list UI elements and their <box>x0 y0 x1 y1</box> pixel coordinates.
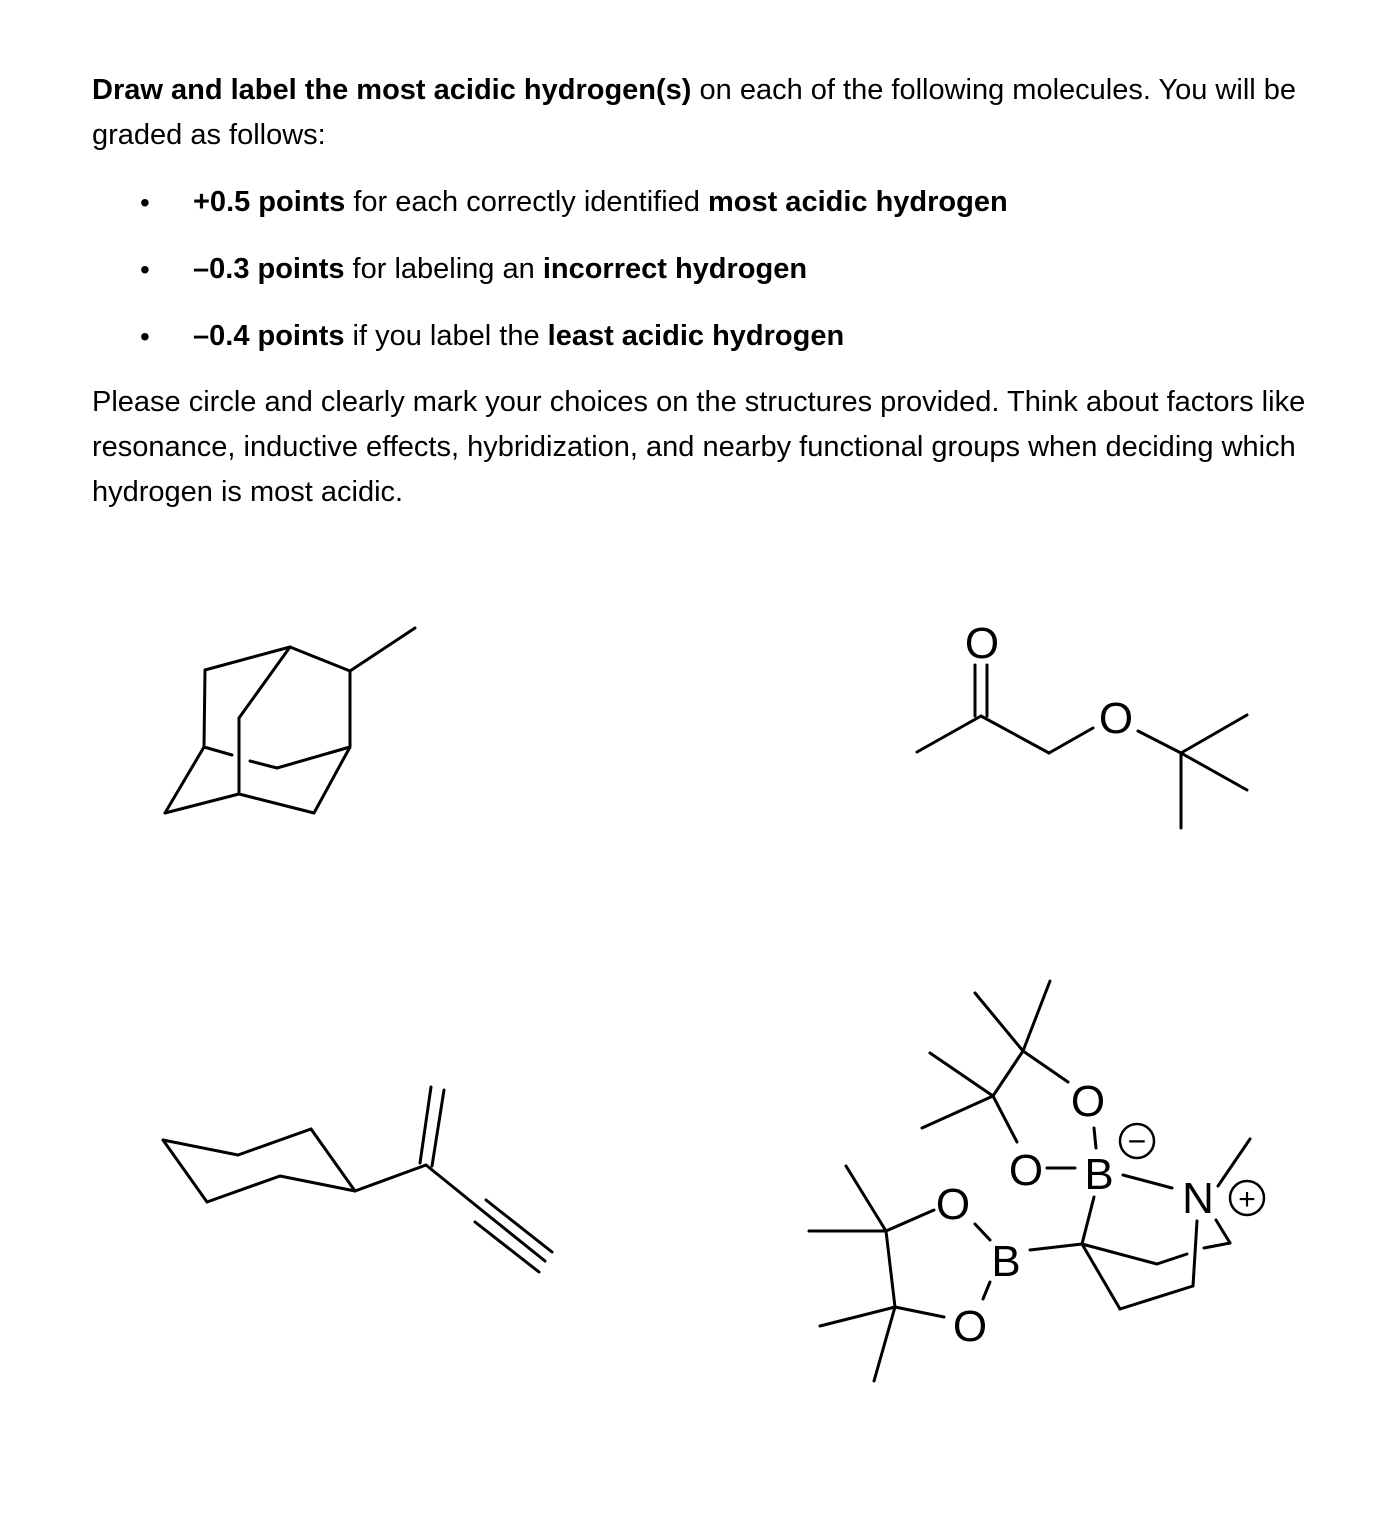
positive-charge-sign: + <box>1238 1183 1256 1216</box>
ammonium-nitrogen-label: N <box>1182 1174 1214 1223</box>
carbonyl-oxygen-label: O <box>964 619 1000 668</box>
negative-charge-sign: − <box>1127 1123 1147 1159</box>
instructions-outro: Please circle and clearly mark your choices on the structures provided. Think about factors like resonance, inductive effects, hybridization, and nearby functional groups when deciding which hydrogen is most acidic. <box>92 386 1306 508</box>
rule-points: –0.4 points <box>193 320 345 352</box>
boronate-boron-label: B <box>991 1237 1021 1286</box>
bullet-icon: • <box>140 254 150 285</box>
rule-target: most acidic hydrogen <box>707 186 1008 218</box>
bullet-icon: • <box>140 187 150 218</box>
rule-points: +0.5 points <box>193 186 346 218</box>
instructions-intro-rest: on each of the following molecules. You will be graded as follows: <box>92 74 1297 151</box>
rule-target: least acidic hydrogen <box>547 320 845 352</box>
rule-middle: for labeling an <box>344 253 543 285</box>
borate-boron-label: B <box>1084 1150 1114 1199</box>
rule-points: –0.3 points <box>193 253 345 285</box>
instructions-bold-lead: Draw and label the most acidic hydrogen(s) <box>92 74 692 106</box>
oxygen-label: O <box>935 1180 971 1229</box>
bullet-icon: • <box>140 321 150 352</box>
rule-middle: for each correctly identified <box>345 186 708 218</box>
oxygen-label: O <box>952 1302 988 1351</box>
oxygen-label: O <box>1070 1077 1106 1126</box>
oxygen-label: O <box>1008 1146 1044 1195</box>
ether-oxygen-label: O <box>1098 694 1134 743</box>
rule-target: incorrect hydrogen <box>542 253 808 285</box>
rule-middle: if you label the <box>344 320 548 352</box>
